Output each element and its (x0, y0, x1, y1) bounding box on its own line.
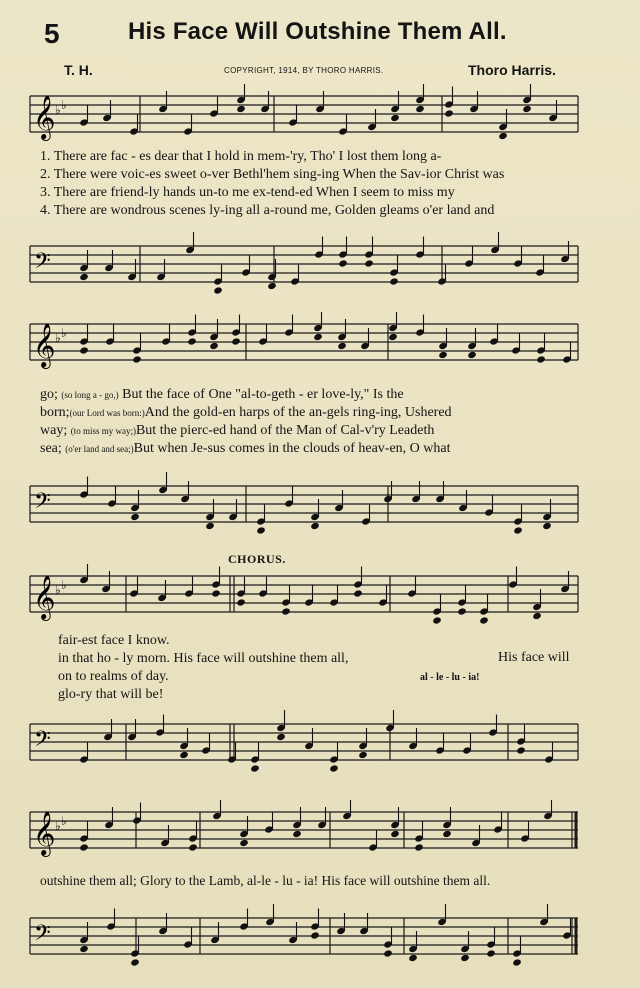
svg-text:𝄞: 𝄞 (33, 811, 56, 855)
bass-staff-1 (0, 228, 640, 298)
svg-text:𝄞: 𝄞 (33, 95, 56, 139)
svg-text:♭: ♭ (61, 98, 67, 112)
verse-4-line-2: sea; (o'er land and sea;)But when Je-sus comes in the clouds of heav-en, O what (40, 441, 451, 456)
chorus-label: CHORUS. (228, 552, 286, 566)
svg-text:♭: ♭ (55, 583, 61, 597)
svg-text:♭: ♭ (61, 814, 67, 828)
svg-text:♭: ♭ (61, 326, 67, 340)
chorus-alleluia: al - le - lu - ia! (420, 672, 480, 683)
hymn-number: 5 (44, 18, 60, 49)
verse-2-line-3: in that ho - ly morn. His face will outshine them all, (58, 651, 349, 666)
treble-staff-3 (0, 564, 640, 636)
svg-text:♭: ♭ (55, 103, 61, 117)
treble-staff-4 (0, 800, 640, 872)
verse-1-line-2: go; (so long a - go,) But the face of One "al-to-geth - er love-ly," Is the (40, 387, 404, 402)
verse-3-line-3: on to realms of day. (58, 669, 169, 684)
copyright-notice: COPYRIGHT, 1914, BY THORO HARRIS. (224, 66, 384, 75)
verse-3-line-2: way; (to miss my way;)But the pierc-ed hand of the Man of Cal-v'ry Leadeth (40, 423, 435, 438)
svg-text:𝄢: 𝄢 (34, 921, 51, 951)
treble-staff-1 (0, 84, 640, 154)
verse-2-line-2: born;(our Lord was born:)And the gold-en harps of the an-gels ring-ing, Ushered (40, 405, 452, 420)
chorus-line-final: outshine them all; Glory to the Lamb, al-le - lu - ia! His face will outshine them all. (40, 873, 491, 888)
verse-2-line: 2. There were voic-es sweet o-ver Bethl'hem sing-ing When the Sav-ior Christ was (40, 167, 505, 182)
verse-1-line-3: fair-est face I know. (58, 633, 170, 648)
bass-staff-3 (0, 706, 640, 778)
hymn-title: His Face Will Outshine Them All. (128, 18, 507, 45)
verse-1-line: 1. There are fac - es dear that I hold in mem-'ry, Tho' I lost them long a- (40, 149, 442, 164)
svg-text:♭: ♭ (55, 819, 61, 833)
chorus-lyrics-4 (40, 872, 580, 890)
verse-4-line-3: glo-ry that will be! (58, 687, 164, 702)
verse-lyrics-2 (40, 386, 580, 458)
verse-3-line: 3. There are friend-ly hands un-to me ex-tend-ed When I seem to miss my (40, 185, 455, 200)
svg-text:𝄢: 𝄢 (34, 249, 51, 279)
chorus-his-face-will: His face will (498, 650, 570, 665)
composer-credit: Thoro Harris. (468, 62, 556, 78)
lyricist-credit: T. H. (64, 62, 93, 78)
verse-lyrics-3 (40, 632, 580, 704)
treble-staff-2 (0, 312, 640, 384)
bass-staff-4 (0, 900, 640, 972)
svg-text:𝄞: 𝄞 (33, 575, 56, 619)
svg-text:♭: ♭ (61, 578, 67, 592)
svg-text:𝄢: 𝄢 (34, 489, 51, 519)
verse-4-line: 4. There are wondrous scenes ly-ing all a-round me, Golden gleams o'er land and (40, 203, 495, 218)
bass-staff-2 (0, 468, 640, 538)
svg-text:𝄞: 𝄞 (33, 323, 56, 367)
verse-lyrics-1 (40, 148, 580, 220)
svg-text:♭: ♭ (55, 331, 61, 345)
svg-text:𝄢: 𝄢 (34, 727, 51, 757)
